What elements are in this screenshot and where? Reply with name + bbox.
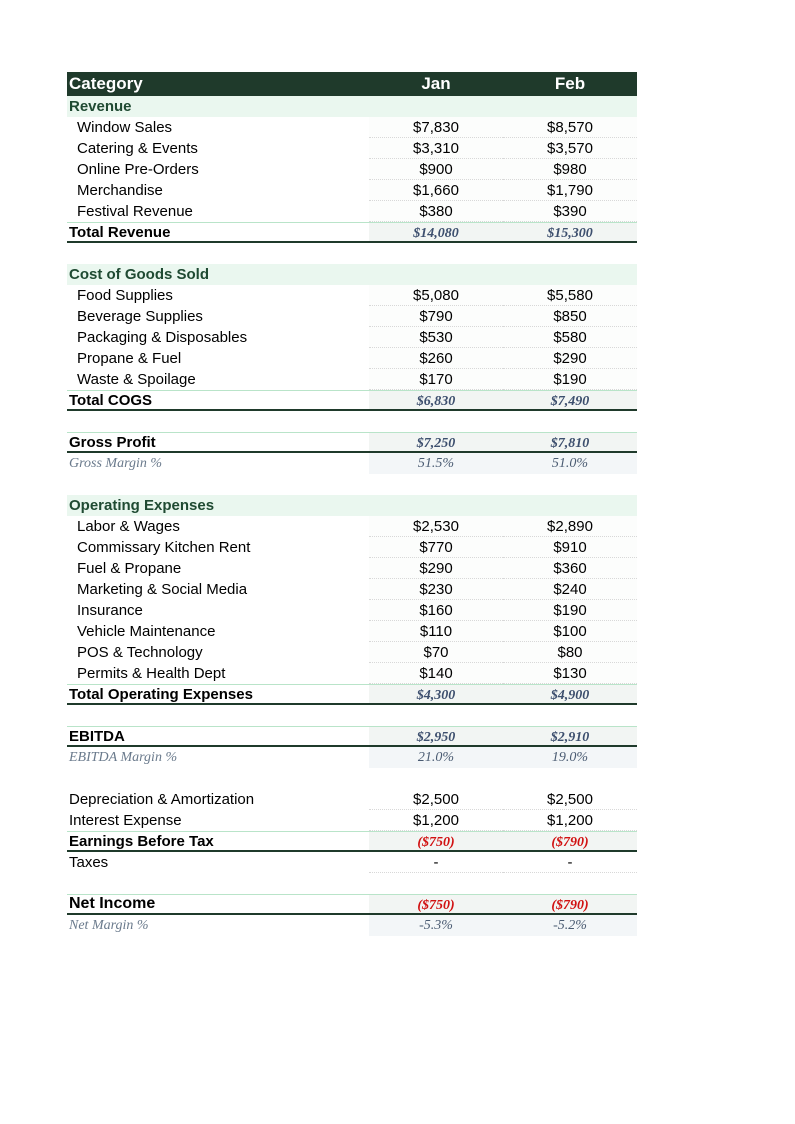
spacer [67,243,637,264]
total-jan: $4,300 [369,685,503,703]
margin-label: Net Margin % [69,917,149,933]
value-jan: - [369,852,503,873]
total-jan: ($750) [369,832,503,850]
value-feb: $1,200 [503,810,637,831]
line-item-label: Depreciation & Amortization [69,791,255,808]
line-item [67,180,637,201]
line-item-label: Fuel & Propane [77,560,182,577]
total-label: Earnings Before Tax [69,832,214,850]
value-jan: $260 [369,348,503,369]
value-jan: $1,200 [369,810,503,831]
value-feb: $190 [503,369,637,390]
line-item-label: Catering & Events [77,140,198,157]
gross-profit-row [67,432,637,453]
line-item-label: Marketing & Social Media [77,581,248,598]
value-feb: $130 [503,663,637,684]
line-item [67,642,637,663]
line-item [67,138,637,159]
value-jan: $2,500 [369,789,503,810]
total-label: Total Revenue [69,223,171,241]
value-jan: $900 [369,159,503,180]
value-feb: $240 [503,579,637,600]
total-opex-row [67,684,637,705]
line-item [67,159,637,180]
value-feb: $3,570 [503,138,637,159]
spacer [67,768,637,789]
gross-margin-row [67,453,637,474]
line-item-label: Insurance [77,602,143,619]
line-item [67,348,637,369]
line-item [67,537,637,558]
value-jan: $70 [369,642,503,663]
line-item [67,558,637,579]
value-feb: - [503,852,637,873]
ebitda-margin-row [67,747,637,768]
total-feb: ($790) [503,832,637,850]
total-label: Total Operating Expenses [69,685,253,703]
line-item-label: Window Sales [77,119,173,136]
ebt-row [67,831,637,852]
value-jan: $530 [369,327,503,348]
value-feb: $850 [503,306,637,327]
line-item-label: Propane & Fuel [77,350,182,367]
value-jan: $790 [369,306,503,327]
margin-label: EBITDA Margin % [69,749,178,765]
line-item-label: Commissary Kitchen Rent [77,539,251,556]
section-opex [67,495,637,516]
value-jan: $230 [369,579,503,600]
line-item-label: Merchandise [77,182,163,199]
value-jan: $110 [369,621,503,642]
total-feb: ($790) [503,895,637,913]
total-revenue-row [67,222,637,243]
line-item-label: Taxes [69,854,109,871]
spacer [67,705,637,726]
value-feb: $580 [503,327,637,348]
value-feb: $910 [503,537,637,558]
value-feb: $390 [503,201,637,222]
da-row [67,789,637,810]
line-item-label: Waste & Spoilage [77,371,196,388]
value-feb: $980 [503,159,637,180]
header-feb: Feb [554,74,586,93]
value-jan: $140 [369,663,503,684]
line-item-label: Online Pre-Orders [77,161,199,178]
total-jan: $6,830 [369,391,503,409]
line-item [67,117,637,138]
ebitda-row [67,726,637,747]
total-label: Net Income [69,895,156,912]
total-feb: $4,900 [503,685,637,703]
interest-row [67,810,637,831]
spacer [67,873,637,894]
section-title: Revenue [69,98,132,115]
line-item-label: POS & Technology [77,644,203,661]
net-income-row [67,894,637,915]
spacer [67,474,637,495]
value-jan: $5,080 [369,285,503,306]
value-jan: $770 [369,537,503,558]
line-item-label: Interest Expense [69,812,182,829]
line-item-label: Permits & Health Dept [77,665,226,682]
header-row [67,72,637,96]
section-cogs [67,264,637,285]
line-item [67,600,637,621]
value-jan: $290 [369,558,503,579]
line-item-label: Food Supplies [77,287,173,304]
value-feb: $290 [503,348,637,369]
total-feb: $15,300 [503,223,637,241]
line-item [67,579,637,600]
total-feb: $7,490 [503,391,637,409]
line-item [67,369,637,390]
value-feb: $360 [503,558,637,579]
total-jan: ($750) [369,895,503,913]
value-jan: $380 [369,201,503,222]
total-label: EBITDA [69,727,125,745]
line-item [67,306,637,327]
line-item [67,516,637,537]
line-item-label: Vehicle Maintenance [77,623,216,640]
total-jan: $7,250 [369,433,503,451]
line-item [67,285,637,306]
total-cogs-row [67,390,637,411]
net-margin-row [67,915,637,936]
value-feb: $8,570 [503,117,637,138]
line-item-label: Packaging & Disposables [77,329,248,346]
line-item [67,621,637,642]
section-revenue [67,96,637,117]
value-feb: $2,500 [503,789,637,810]
value-jan: $1,660 [369,180,503,201]
taxes-row [67,852,637,873]
spacer [67,411,637,432]
value-jan: $7,830 [369,117,503,138]
line-item [67,663,637,684]
line-item [67,327,637,348]
value-jan: $3,310 [369,138,503,159]
section-title: Cost of Goods Sold [69,266,209,283]
line-item-label: Festival Revenue [77,203,193,220]
total-feb: $2,910 [503,727,637,745]
value-jan: $2,530 [369,516,503,537]
margin-jan: -5.3% [369,915,503,936]
header-jan: Jan [421,74,451,93]
value-jan: $170 [369,369,503,390]
line-item [67,201,637,222]
margin-jan: 21.0% [369,747,503,768]
value-feb: $1,790 [503,180,637,201]
total-label: Gross Profit [69,433,156,451]
value-feb: $100 [503,621,637,642]
margin-label: Gross Margin % [69,455,163,471]
total-jan: $2,950 [369,727,503,745]
pl-statement-table [67,72,637,936]
margin-feb: 51.0% [503,453,637,474]
value-feb: $190 [503,600,637,621]
line-item-label: Beverage Supplies [77,308,203,325]
margin-jan: 51.5% [369,453,503,474]
line-item-label: Labor & Wages [77,518,180,535]
margin-feb: -5.2% [503,915,637,936]
margin-feb: 19.0% [503,747,637,768]
value-feb: $5,580 [503,285,637,306]
value-jan: $160 [369,600,503,621]
total-label: Total COGS [69,391,153,409]
total-jan: $14,080 [369,223,503,241]
value-feb: $2,890 [503,516,637,537]
header-category: Category [69,74,143,93]
value-feb: $80 [503,642,637,663]
total-feb: $7,810 [503,433,637,451]
section-title: Operating Expenses [69,497,215,514]
